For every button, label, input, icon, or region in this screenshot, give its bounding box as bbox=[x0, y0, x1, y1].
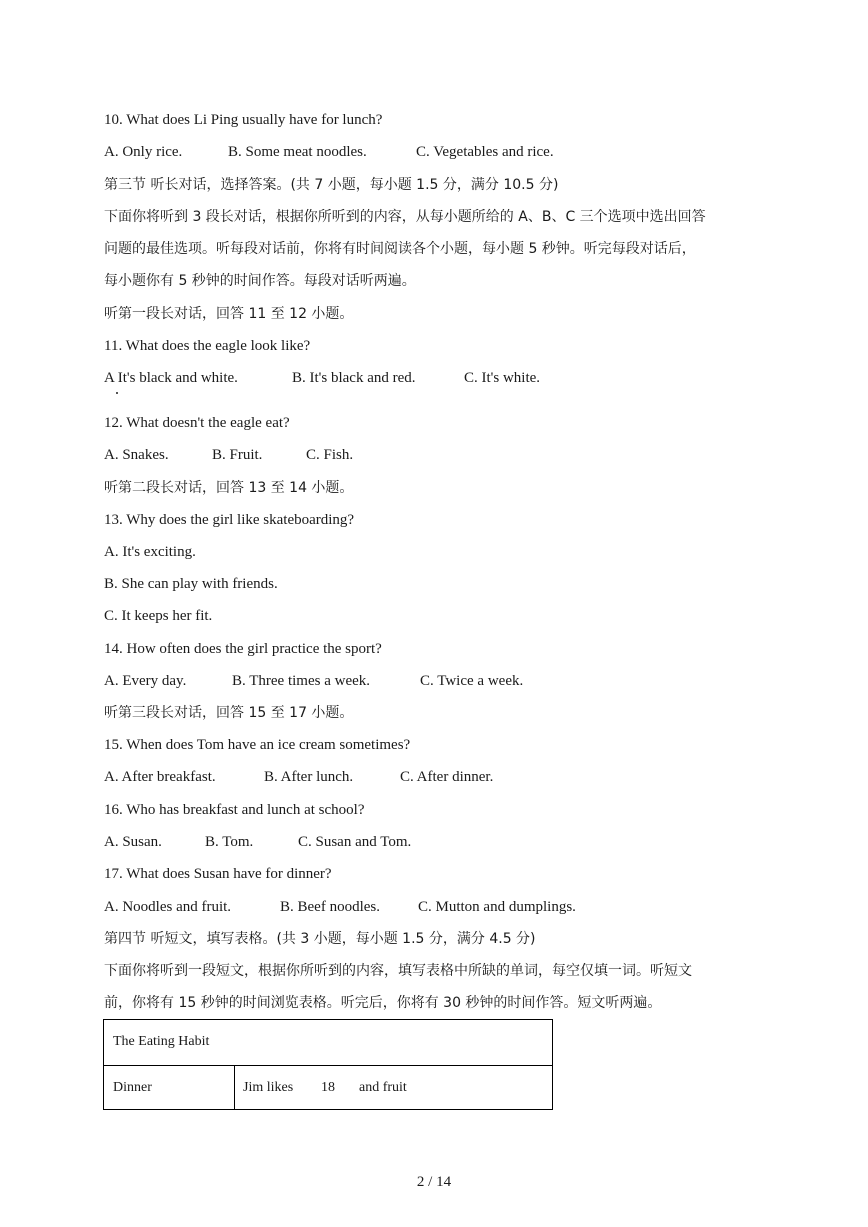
question-13-option-c: C. It keeps her fit. bbox=[104, 608, 213, 624]
option-a: A. Susan. bbox=[104, 834, 162, 850]
question-13-option-a: A. It's exciting. bbox=[104, 544, 196, 560]
option-b: B. It's black and red. bbox=[292, 370, 416, 386]
question-13-option-b: B. She can play with friends. bbox=[104, 576, 278, 592]
option-b: B. Three times a week. bbox=[232, 673, 371, 689]
option-b: B. Some meat noodles. bbox=[228, 144, 367, 160]
question-10-options bbox=[104, 142, 554, 162]
question-16: 16. Who has breakfast and lunch at school? bbox=[104, 802, 365, 818]
question-15: 15. When does Tom have an ice cream sometimes? bbox=[104, 737, 411, 753]
column-divider bbox=[234, 1066, 235, 1110]
question-17: 17. What does Susan have for dinner? bbox=[104, 866, 332, 882]
option-a: A It's black and white. bbox=[104, 370, 238, 386]
option-c: C. Mutton and dumplings. bbox=[418, 899, 576, 915]
question-11: 11. What does the eagle look like? bbox=[104, 338, 311, 354]
question-15-options bbox=[104, 767, 493, 787]
table-row bbox=[104, 1066, 552, 1110]
dialog-1-heading: 听第一段长对话，回答 11 至 12 小题。 bbox=[104, 306, 354, 322]
option-b: B. Fruit. bbox=[212, 447, 263, 463]
option-b: B. Beef noodles. bbox=[280, 899, 380, 915]
row-label-dinner: Dinner bbox=[113, 1080, 152, 1095]
stray-mark bbox=[116, 392, 118, 394]
table-title-row bbox=[104, 1020, 552, 1066]
option-c: C. Susan and Tom. bbox=[298, 834, 412, 850]
blank-number-18[interactable]: 18 bbox=[321, 1080, 335, 1095]
section-3-heading: 第三节 听长对话，选择答案。(共 7 小题，每小题 1.5 分，满分 10.5 分) bbox=[104, 177, 559, 193]
option-c: C. Fish. bbox=[306, 447, 354, 463]
page-number: 2 / 14 bbox=[416, 1174, 452, 1190]
dialog-2-heading: 听第二段长对话，回答 13 至 14 小题。 bbox=[104, 480, 354, 496]
option-b: B. Tom. bbox=[205, 834, 254, 850]
table-title: The Eating Habit bbox=[113, 1034, 210, 1049]
question-11-options bbox=[104, 368, 540, 388]
option-b: B. After lunch. bbox=[264, 769, 354, 785]
section-4-instructions-line-2: 前，你将有 15 秒钟的时间浏览表格。听完后，你将有 30 秒钟的时间作答。短文听两遍。 bbox=[104, 995, 662, 1011]
eating-habit-table bbox=[103, 1019, 553, 1110]
option-a: A. Only rice. bbox=[104, 144, 183, 160]
row-text-after-blank: and fruit bbox=[359, 1080, 407, 1095]
option-a: A. Every day. bbox=[104, 673, 187, 689]
option-c: C. It's white. bbox=[464, 370, 541, 386]
section-4-instructions-line-1: 下面你将听到一段短文，根据你所听到的内容，填写表格中所缺的单词，每空仅填一词。听短文 bbox=[104, 963, 692, 979]
question-16-options bbox=[104, 832, 411, 852]
option-c: C. Vegetables and rice. bbox=[416, 144, 554, 160]
option-c: C. After dinner. bbox=[400, 769, 494, 785]
option-c: C. Twice a week. bbox=[420, 673, 524, 689]
section-3-instructions-line-3: 每小题你有 5 秒钟的时间作答。每段对话听两遍。 bbox=[104, 273, 416, 289]
section-4-heading: 第四节 听短文，填写表格。(共 3 小题，每小题 1.5 分，满分 4.5 分) bbox=[104, 931, 536, 947]
question-17-options bbox=[104, 897, 576, 917]
question-13: 13. Why does the girl like skateboarding? bbox=[104, 512, 355, 528]
question-12: 12. What doesn't the eagle eat? bbox=[104, 415, 290, 431]
option-a: A. Snakes. bbox=[104, 447, 169, 463]
question-14: 14. How often does the girl practice the sport? bbox=[104, 641, 382, 657]
question-10: 10. What does Li Ping usually have for lunch? bbox=[104, 112, 383, 128]
section-3-instructions-line-1: 下面你将听到 3 段长对话，根据你所听到的内容，从每小题所给的 A、B、C 三个选项中选出回答 bbox=[104, 209, 706, 225]
dialog-3-heading: 听第三段长对话，回答 15 至 17 小题。 bbox=[104, 705, 354, 721]
option-a: A. Noodles and fruit. bbox=[104, 899, 232, 915]
section-3-instructions-line-2: 问题的最佳选项。听每段对话前，你将有时间阅读各个小题，每小题 5 秒钟。听完每段对话后， bbox=[104, 241, 696, 257]
question-14-options bbox=[104, 671, 523, 691]
row-text-before-blank: Jim likes bbox=[243, 1080, 294, 1095]
option-a: A. After breakfast. bbox=[104, 769, 216, 785]
question-12-options bbox=[104, 445, 353, 465]
